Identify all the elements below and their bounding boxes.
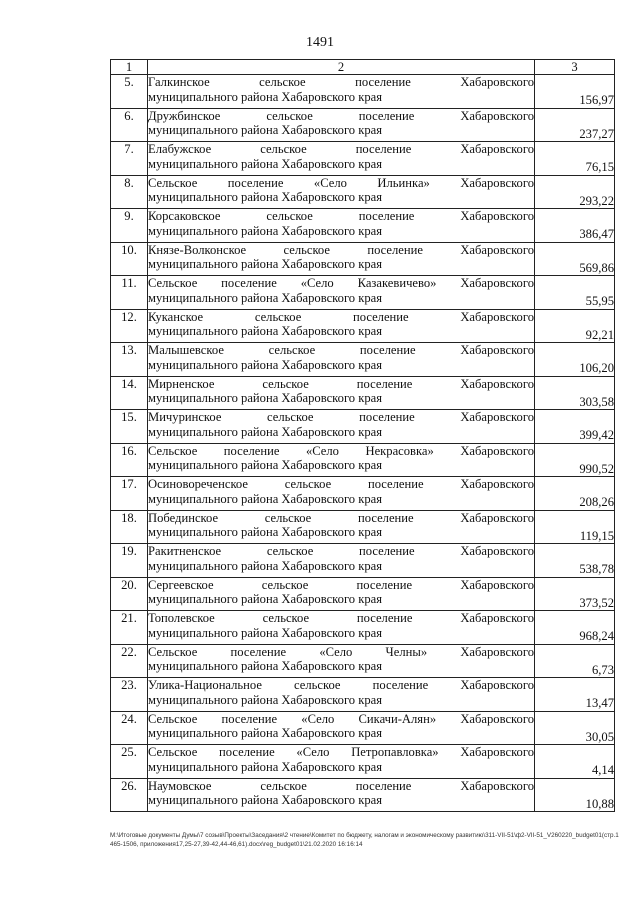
settlement-name-line2: муниципального района Хабаровского края (148, 659, 383, 673)
amount-value: 92,21 (535, 309, 615, 343)
amount-value: 399,42 (535, 410, 615, 444)
amount-value: 30,05 (535, 711, 615, 745)
file-path-footer: M:\Итоговые документы Думы\7 созыв\Проекты\Заседания\2 чтение\Комитет по бюджету, налогам и экономическому развитию\311-VII-51\ф2-VII-51_V260220_budget01(стр.1465-1506, приложения17,25-27,39-42,44-46,61).docx\reg_budget01\21.02.2020 16:16:14 (110, 832, 619, 848)
amount-value: 76,15 (535, 142, 615, 176)
row-number: 18. (111, 510, 148, 544)
row-number: 6. (111, 108, 148, 142)
row-number: 22. (111, 644, 148, 678)
settlement-name-line1: Сергеевское сельское поселение Хабаровского (148, 577, 534, 592)
settlement-name (148, 209, 535, 243)
settlement-name-line2: муниципального района Хабаровского края (148, 692, 383, 707)
settlement-name-line2: муниципального района Хабаровского края (148, 491, 383, 506)
page-number: 1491 (306, 35, 334, 50)
settlement-name-line2: муниципального района Хабаровского края (148, 89, 383, 104)
table-row (111, 376, 615, 410)
table-row (111, 510, 615, 544)
settlement-name-line1: Елабужское сельское поселение Хабаровского (148, 142, 534, 156)
settlement-name-line1: Сельское поселение «Село Петропавловка» Хабаровского (148, 745, 534, 759)
settlement-name-line1: Корсаковское сельское поселение Хабаровского (148, 209, 534, 223)
row-number: 13. (111, 343, 148, 377)
settlement-name (148, 778, 535, 812)
settlement-name (148, 309, 535, 343)
amount-value: 13,47 (535, 678, 615, 712)
settlement-name-line1: Ракитненское сельское поселение Хабаровского (148, 544, 534, 558)
settlement-name-line1: Осиновореченское сельское поселение Хабаровского (148, 477, 534, 491)
settlement-name-line2: муниципального района Хабаровского края (148, 391, 383, 405)
settlement-name (148, 745, 535, 779)
table-row (111, 108, 615, 142)
row-number: 8. (111, 175, 148, 209)
amount-value: 373,52 (535, 577, 615, 611)
table-row (111, 175, 615, 209)
settlement-name-line1: Сельское поселение «Село Челны» Хабаровского (148, 644, 534, 659)
amount-value: 990,52 (535, 443, 615, 477)
table-row (111, 745, 615, 779)
settlement-name-line2: муниципального района Хабаровского края (148, 759, 383, 774)
table-row (111, 644, 615, 678)
settlement-name (148, 443, 535, 477)
settlement-name-line1: Сельское поселение «Село Ильинка» Хабаровского (148, 175, 534, 190)
settlement-name-line1: Дружбинское сельское поселение Хабаровского (148, 108, 534, 123)
column-header-value: 3 (535, 60, 615, 75)
settlement-name (148, 343, 535, 377)
settlement-name-line2: муниципального района Хабаровского края (148, 458, 383, 472)
settlement-name (148, 611, 535, 645)
settlement-name-line1: Наумовское сельское поселение Хабаровского (148, 778, 534, 793)
settlement-name (148, 108, 535, 142)
amount-value: 569,86 (535, 242, 615, 276)
settlement-name-line2: муниципального района Хабаровского края (148, 726, 383, 740)
settlement-name-line1: Мичуринское сельское поселение Хабаровского (148, 410, 534, 424)
settlement-name-line1: Мирненское сельское поселение Хабаровского (148, 376, 534, 391)
settlement-name-line2: муниципального района Хабаровского края (148, 290, 383, 305)
table-row (111, 242, 615, 276)
row-number: 10. (111, 242, 148, 276)
settlement-name (148, 142, 535, 176)
settlement-name-line2: муниципального района Хабаровского края (148, 592, 383, 606)
budget-table (110, 59, 615, 812)
settlement-name (148, 711, 535, 745)
table-row (111, 142, 615, 176)
table-row (111, 309, 615, 343)
settlement-name-line2: муниципального района Хабаровского края (148, 257, 383, 271)
settlement-name (148, 75, 535, 109)
row-number: 12. (111, 309, 148, 343)
table-row (111, 410, 615, 444)
settlement-name (148, 510, 535, 544)
row-number: 24. (111, 711, 148, 745)
row-number: 16. (111, 443, 148, 477)
amount-value: 6,73 (535, 644, 615, 678)
row-number: 20. (111, 577, 148, 611)
amount-value: 119,15 (535, 510, 615, 544)
settlement-name-line1: Сельское поселение «Село Некрасовка» Хабаровского (148, 443, 534, 458)
settlement-name (148, 242, 535, 276)
settlement-name (148, 376, 535, 410)
row-number: 26. (111, 778, 148, 812)
settlement-name-line1: Улика-Национальное сельское поселение Хабаровского (148, 678, 534, 692)
row-number: 25. (111, 745, 148, 779)
settlement-name-line1: Побединское сельское поселение Хабаровского (148, 510, 534, 525)
table-row (111, 276, 615, 310)
table-row (111, 477, 615, 511)
settlement-name-line1: Куканское сельское поселение Хабаровского (148, 309, 534, 324)
row-number: 11. (111, 276, 148, 310)
amount-value: 4,14 (535, 745, 615, 779)
table-row (111, 711, 615, 745)
amount-value: 386,47 (535, 209, 615, 243)
table-row (111, 544, 615, 578)
row-number: 19. (111, 544, 148, 578)
table-row (111, 75, 615, 109)
settlement-name (148, 577, 535, 611)
table-row (111, 678, 615, 712)
column-header-name: 2 (148, 60, 535, 75)
row-number: 5. (111, 75, 148, 109)
row-number: 21. (111, 611, 148, 645)
amount-value: 156,97 (535, 75, 615, 109)
amount-value: 303,58 (535, 376, 615, 410)
table-row (111, 611, 615, 645)
table-row (111, 343, 615, 377)
column-header-number: 1 (111, 60, 148, 75)
settlement-name-line1: Тополевское сельское поселение Хабаровского (148, 611, 534, 625)
settlement-name-line2: муниципального района Хабаровского края (148, 123, 383, 137)
amount-value: 55,95 (535, 276, 615, 310)
table-row (111, 778, 615, 812)
settlement-name-line1: Сельское поселение «Село Сикачи-Алян» Хабаровского (148, 711, 534, 726)
row-number: 14. (111, 376, 148, 410)
amount-value: 10,88 (535, 778, 615, 812)
settlement-name-line2: муниципального района Хабаровского края (148, 223, 383, 238)
row-number: 23. (111, 678, 148, 712)
row-number: 15. (111, 410, 148, 444)
table-header-row (111, 60, 615, 75)
settlement-name-line1: Князе-Волконское сельское поселение Хабаровского (148, 242, 534, 257)
settlement-name (148, 477, 535, 511)
settlement-name-line2: муниципального района Хабаровского края (148, 793, 383, 807)
amount-value: 106,20 (535, 343, 615, 377)
table-row (111, 577, 615, 611)
settlement-name (148, 175, 535, 209)
amount-value: 968,24 (535, 611, 615, 645)
settlement-name-line2: муниципального района Хабаровского края (148, 190, 383, 204)
settlement-name (148, 544, 535, 578)
settlement-name-line1: Галкинское сельское поселение Хабаровского (148, 75, 534, 89)
table-row (111, 209, 615, 243)
settlement-name-line2: муниципального района Хабаровского края (148, 525, 383, 539)
row-number: 7. (111, 142, 148, 176)
amount-value: 293,22 (535, 175, 615, 209)
table-row (111, 443, 615, 477)
settlement-name (148, 678, 535, 712)
settlement-name-line2: муниципального района Хабаровского края (148, 558, 383, 573)
settlement-name (148, 276, 535, 310)
settlement-name-line2: муниципального района Хабаровского края (148, 156, 383, 171)
settlement-name-line2: муниципального района Хабаровского края (148, 324, 383, 338)
amount-value: 208,26 (535, 477, 615, 511)
settlement-name-line2: муниципального района Хабаровского края (148, 424, 383, 439)
settlement-name-line1: Сельское поселение «Село Казакевичево» Хабаровского (148, 276, 534, 290)
settlement-name-line2: муниципального района Хабаровского края (148, 357, 383, 372)
row-number: 17. (111, 477, 148, 511)
settlement-name (148, 644, 535, 678)
amount-value: 237,27 (535, 108, 615, 142)
amount-value: 538,78 (535, 544, 615, 578)
row-number: 9. (111, 209, 148, 243)
settlement-name (148, 410, 535, 444)
settlement-name-line1: Малышевское сельское поселение Хабаровского (148, 343, 534, 357)
settlement-name-line2: муниципального района Хабаровского края (148, 625, 383, 640)
